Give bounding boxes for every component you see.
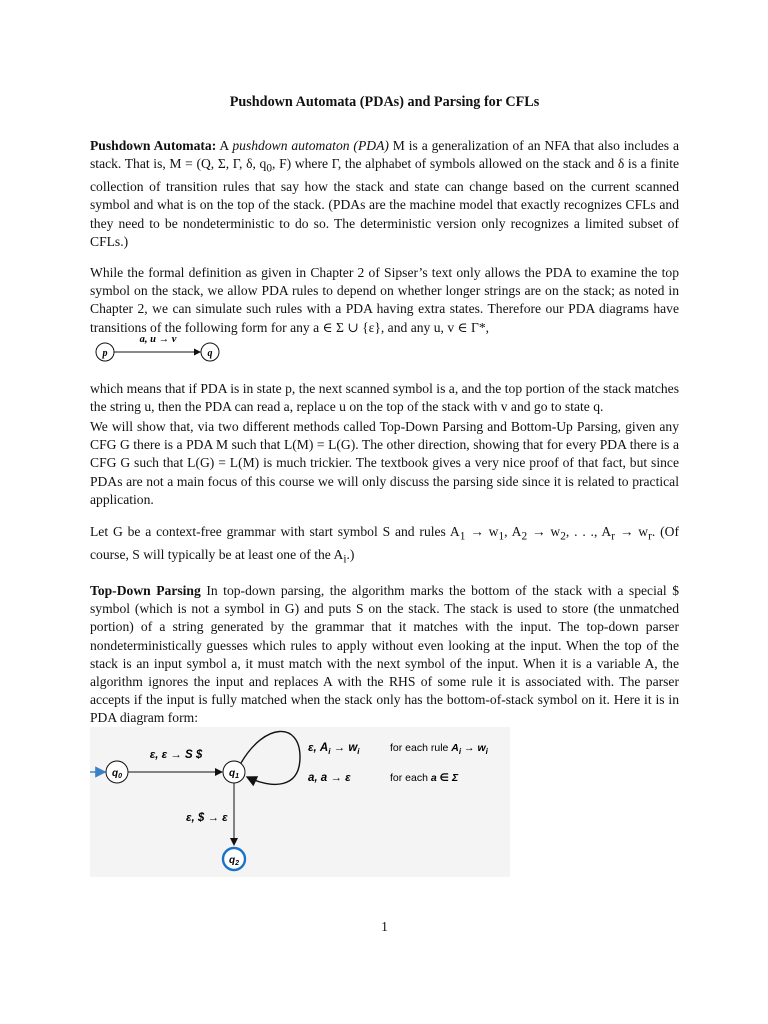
state-q2-label: $q_2$ [228,855,240,867]
edge-q1-q2-label: ε, $ → ε [186,812,228,824]
loop-match-label: a, a → ε [308,772,351,784]
section-head-pda: Pushdown Automata: [90,138,217,153]
paragraph-stack-rules: While the formal definition as given in Chapter 2 of Sipser’s text only allows the PDA to examine the top symbol on the stack, we allow PDA rules to depend on whether longer strings are on the stack; as noted in Chapter 2, we can simulate such rules with a PDA having extra states. Therefore our PDA diagrams have transitions of the following form for any a ∈ Σ ∪ {ε}, and any u, v ∈ Γ*, [90,265,679,335]
page-title: Pushdown Automata (PDAs) and Parsing for CFLs [229,94,540,110]
page-number: 1 [381,919,388,934]
top-down-pda-diagram [90,727,510,877]
state-p-label: p [102,348,108,359]
paragraph-transition-meaning: which means that if PDA is in state p, the next scanned symbol is a, and the top portion of the stack matches the string u, then the PDA can read a, replace u on the top of the stack with v and go to state q. [90,381,679,415]
state-q1-label: $q_1$ [228,768,240,780]
pda-transition-diagram [90,330,250,364]
paragraph-grammar: Let G be a context-free grammar with start symbol S and rules $A_1 \to w_1$, $A_2 \to w_2$, . . ., $A_r \to w_r$. (Of course, S will typically be at least one of the $A_i$.) [90,524,679,566]
section-head-top-down: Top-Down Parsing [90,583,201,598]
loop-match-note: for each a ∈ Σ [390,772,459,784]
paragraph-pda-definition: Pushdown Automata: A pushdown automaton (PDA) M is a generalization of an NFA that also includes a stack. That is, M = (Q, Σ, Γ, δ, $q_0$, F) where Γ, the alphabet of symbols allowed on the stack and δ is a finite collection of transition rules that say how the stack and state can change based on the current scanned symbol and what is on the top of the stack. (PDAs are the machine model that exactly recognizes CFLs and they need to be nondeterministic to do so. The deterministic version only recognizes a limited subset of CFLs.) [90,138,679,249]
state-q0-label: $q_0$ [111,768,123,780]
edge-q0-q1-label: ε, ε → S $ [149,749,203,761]
loop-rule-label: ε, $A_i \to w_i$ [308,742,360,756]
paragraph-top-down-parsing: Top-Down Parsing In top-down parsing, the algorithm marks the bottom of the stack with a special $ symbol (which is not a symbol in G) and puts S on the stack. The stack is used to store (the unmatched portion) of a string generated by the grammar that it matches with the input. The top-down parser nondeterministically guesses which rules to apply without even looking at the input. When the top of the stack is an input symbol a, it must match with the next symbol of the input. When it is a variable A, the algorithm ignores the input and replaces A with the RHS of some rule it is associated with. The parser accepts if the input is fully matched when the stack only has the bottom-of-stack symbol on it. Here it is in PDA diagram form: [90,583,680,726]
transition-label: a, u → v [139,334,177,345]
paragraph-parsing-methods: We will show that, via two different methods called Top-Down Parsing and Bottom-Up Parsing, given any CFG G there is a PDA M such that L(M) = L(G). The other direction, showing that for every PDA there is a CFG G such that L(G) = L(M) is much trickier. The textbook gives a very nice proof of that fact, but since PDAs are not a main focus of this course we will only discuss the parsing side since it is related to practical application. [90,419,679,507]
loop-rule-note: for each rule $A_i \to w_i$ [390,742,488,756]
state-q-label: q [207,348,213,359]
